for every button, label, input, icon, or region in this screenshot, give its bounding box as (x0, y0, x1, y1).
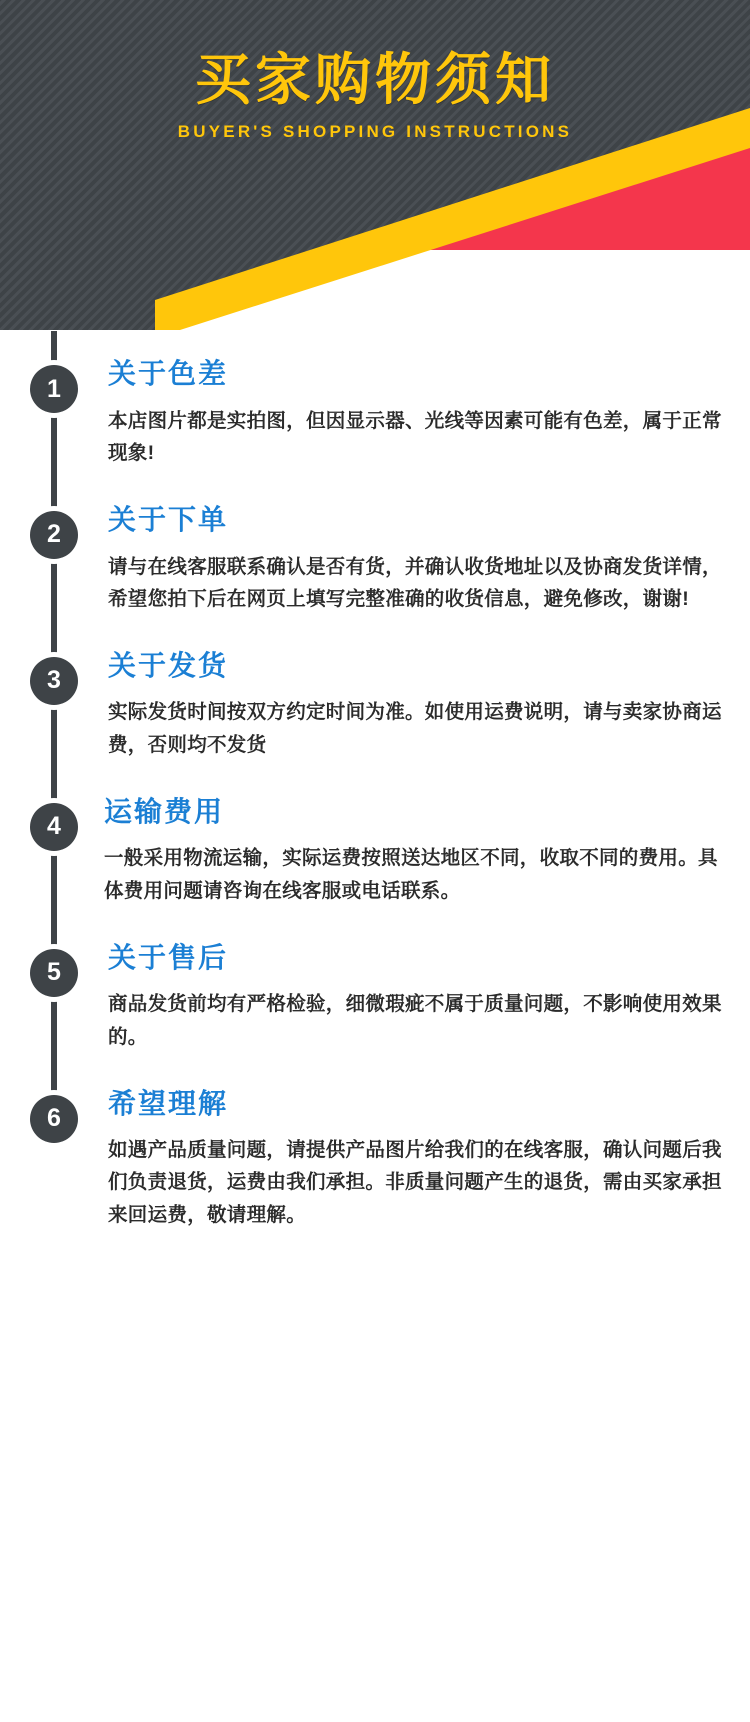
step-number-badge: 6 (30, 1095, 78, 1143)
list-item-title: 关于售后 (108, 941, 229, 973)
list-item (0, 503, 750, 649)
step-number-badge: 4 (30, 803, 78, 851)
list-item (0, 941, 750, 1087)
list-item-title: 关于色差 (108, 358, 229, 389)
list-item (0, 1087, 750, 1265)
page-subtitle: BUYER'S SHOPPING INSTRUCTIONS (177, 122, 573, 142)
list-item-text: 实际发货时间按双方约定时间为准。如使用运费说明，请与卖家协商运费，否则均不发货 (108, 701, 722, 756)
list-item-text: 如遇产品质量问题，请提供产品图片给我们的在线客服，确认问题后我们负责退货，运费由我们承担。非质量问题产生的退货，需由买家承担来回运费，敬请理解。 (108, 1139, 722, 1226)
list-item-body (78, 795, 750, 907)
list-item-title: 关于发货 (108, 649, 229, 681)
list-item-body (78, 941, 750, 1053)
list-item-text: 本店图片都是实拍图，但因显示器、光线等因素可能有色差，属于正常现象! (108, 409, 722, 464)
list-item-body (78, 357, 750, 469)
header-text-group (0, 48, 750, 142)
list-item-title: 运输费用 (104, 795, 225, 827)
list-item (0, 357, 750, 503)
list-item-title: 希望理解 (108, 1087, 229, 1119)
list-item-body (78, 1087, 750, 1231)
list-item (0, 795, 750, 941)
list-item-text: 请与在线客服联系确认是否有货，并确认收货地址以及协商发货详情，希望您拍下后在网页上填写完整准确的收货信息，避免修改，谢谢! (108, 555, 722, 610)
step-number-badge: 1 (30, 365, 78, 413)
list-item-body (78, 503, 750, 615)
list-item (0, 649, 750, 795)
list-item-title: 关于下单 (108, 503, 229, 535)
instructions-timeline (0, 345, 750, 1265)
page-title: 买家购物须知 (195, 48, 555, 111)
list-item-body (78, 649, 750, 761)
list-item-text: 一般采用物流运输，实际运费按照送达地区不同，收取不同的费用。具体费用问题请咨询在线客服或电话联系。 (104, 847, 718, 902)
step-number-badge: 3 (30, 657, 78, 705)
header-banner (0, 0, 750, 345)
step-number-badge: 5 (30, 949, 78, 997)
list-item-text: 商品发货前均有严格检验，细微瑕疵不属于质量问题，不影响使用效果的。 (108, 993, 722, 1048)
step-number-badge: 2 (30, 511, 78, 559)
